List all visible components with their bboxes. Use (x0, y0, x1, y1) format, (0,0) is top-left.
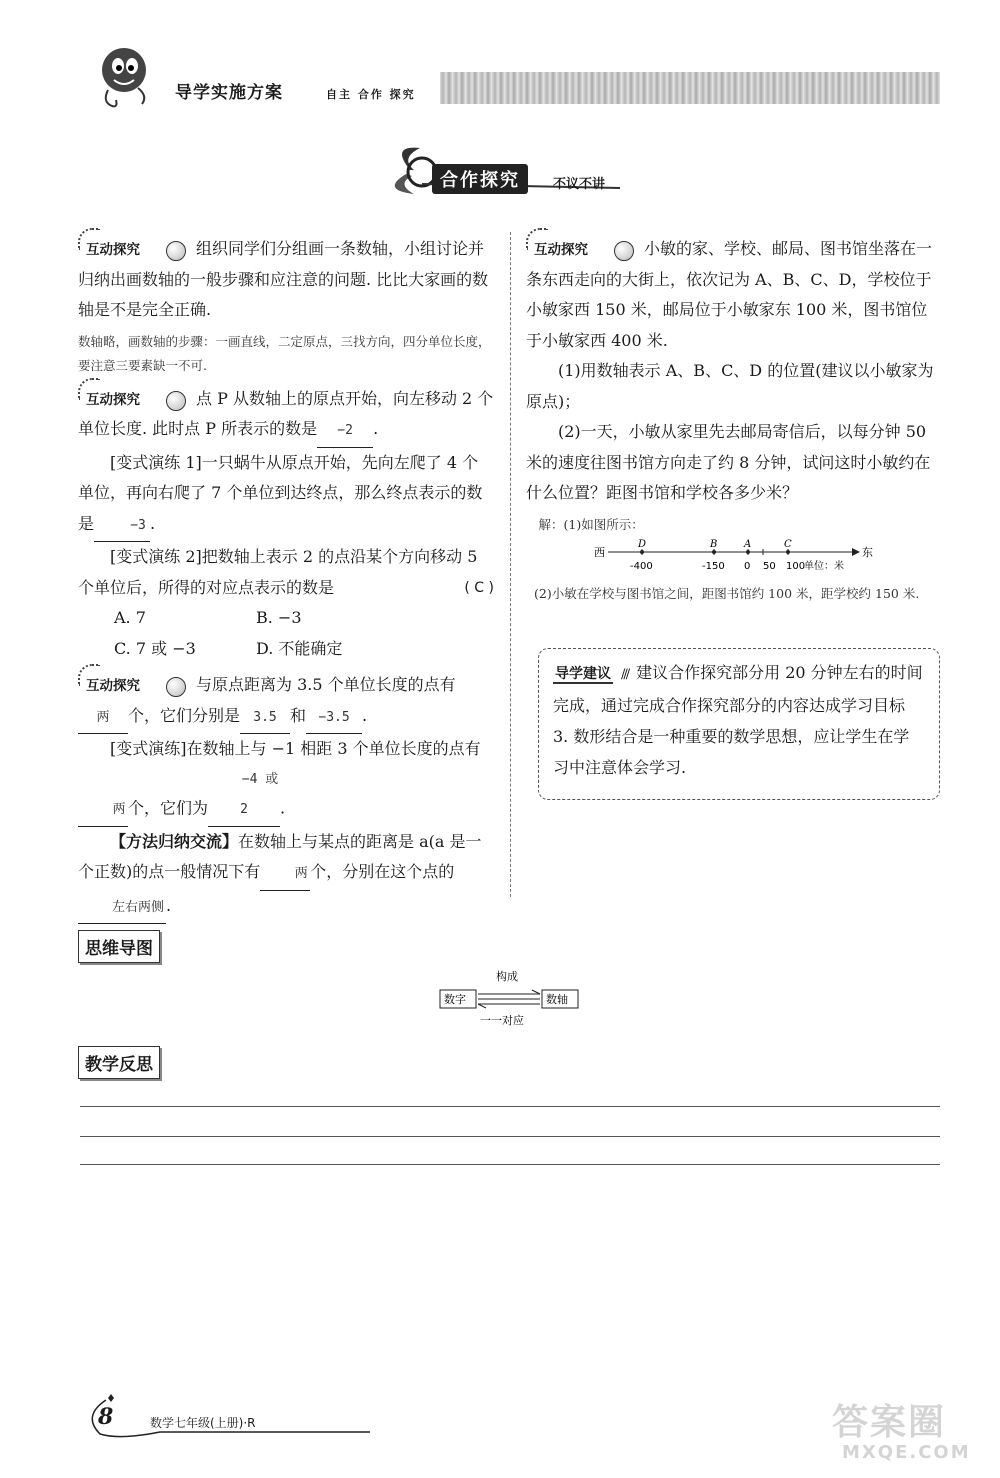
axis-west-label: 西 (594, 546, 605, 559)
mindmap-bottom-label: 一一对应 (480, 1014, 524, 1027)
mascot-logo (88, 40, 158, 112)
reflection-line (80, 1136, 940, 1137)
right-column (526, 234, 940, 537)
reflection-line (80, 1164, 940, 1165)
header-title: 导学实施方案 (175, 83, 283, 103)
mindmap-label: 思维导图 (78, 930, 160, 963)
advice-label: 导学建议 (555, 666, 611, 682)
q4-solution-part2: (2)小敏在学校与图书馆之间，距图书馆约 100 米，距学校约 150 米. (534, 586, 920, 601)
axis-point-label: D (638, 539, 647, 550)
v1-blank: −3 (94, 511, 150, 543)
axis-tick-label: 100 (786, 561, 806, 572)
axis-point-label: B (710, 539, 718, 550)
reflection-line (80, 1106, 940, 1107)
number-line (590, 538, 880, 578)
q1-text-a: 组织同学们分组画一条数轴， (196, 239, 405, 258)
axis-tick-label: -400 (630, 561, 653, 572)
q1-answer: 数轴略，画数轴的步骤：一画直线，二定原点，三找方向，四分单位长度，要注意三要素缺一不可. (78, 333, 491, 373)
method-blank-count: 两 (260, 859, 310, 891)
ball-icon (614, 241, 634, 261)
axis-point-label: A (744, 539, 752, 550)
axis-tick-label: 50 (763, 561, 776, 572)
q2-block: 互动探究 点 P 从数轴上的原点开始，向左移动 2 个单位长度. 此时点 P 所表示的数是 −2 . (78, 384, 494, 448)
mindmap-diagram (436, 968, 586, 1030)
ball-icon (166, 391, 186, 411)
mindmap-top-label: 构成 (496, 970, 518, 983)
q4-block: 互动探究 小敏的家、学校、邮局、图书馆坐落在一条东西走向的大街上，依次记为 A、B、C、D，学校位于小敏家西 150 米，邮局位于小敏家东 100 米，图书馆位于小敏家西 400 米. (526, 234, 940, 356)
axis-tick-label: 0 (744, 561, 751, 572)
q2-blank: −2 (317, 416, 373, 448)
v2-options-ab: A. 7 B. −3 (114, 608, 302, 627)
method-block: 【方法归纳交流】在数轴上与某点的距离是 a(a 是一个正数)的点一般情况下有 两 个，分别在这个点的左右两侧 . (78, 827, 494, 925)
q3-blank-count: 两 (78, 703, 128, 735)
v3-block: [变式演练]在数轴上与 −1 相距 3 个单位长度的点有两 个，它们为−4 或 2 . (78, 734, 494, 827)
reflection-label: 教学反思 (78, 1046, 160, 1079)
q2-tag: 互动探究 (78, 384, 186, 414)
ball-icon (166, 677, 186, 697)
q1-tag: 互动探究 (78, 234, 186, 264)
q4-part2: (2)一天，小敏从家里先去邮局寄信后，以每分钟 50 米的速度往图书馆方向走了约 8 分钟，试问这时小敏约在什么位置？距图书馆和学校各多少米？ (526, 422, 931, 502)
axis-tick-label: -150 (702, 561, 725, 572)
left-column (78, 234, 494, 924)
axis-east-label: 东 (862, 546, 873, 559)
page-number: 8 (98, 1404, 114, 1430)
q4-part1: (1)用数轴表示 A、B、C、D 的位置(建议以小敏家为原点)； (526, 361, 934, 411)
v3-blank-count: 两 (78, 795, 128, 827)
footer-book-title: 数学七年级(上册)·R (150, 1416, 256, 1430)
watermark-logo: 答案圈 (832, 1402, 947, 1443)
q4-solution-label: 解：(1)如图所示： (538, 516, 644, 532)
q3-blank-negative: −3.5 (306, 703, 362, 735)
mindmap-right-node: 数轴 (546, 993, 568, 1006)
watermark-url: MXQE.COM (842, 1442, 971, 1463)
v2-options-cd: C. 7 或 −3 D. 不能确定 (114, 638, 343, 658)
v3-blank-values: −4 或 2 (208, 765, 280, 827)
column-divider (510, 232, 511, 897)
ball-icon (166, 241, 186, 261)
q3-blank-positive: 3.5 (240, 703, 290, 735)
advice-text: 建议合作探究部分用 20 分钟左右的时间完成，通过完成合作探究部分的内容达成学习目标 3. 数形结合是一种重要的数学思想，应让学生在学习中注意体会学习. (553, 663, 923, 777)
axis-point-label: C (784, 539, 792, 550)
header-subtitle: 自主 合作 探究 (326, 88, 416, 101)
q1-text-b: 小组讨论并归纳出画数轴的一般步骤和应注意的问题. 比比大家画的数轴是不是完全正确. (78, 239, 489, 319)
banner-subtitle: 不议不讲 (553, 177, 606, 192)
axis-unit-label: 单位：米 (804, 561, 844, 572)
advice-slashes: /// (621, 667, 629, 682)
q1-block (78, 234, 494, 326)
header-decor-band (440, 72, 940, 104)
q3-tag: 互动探究 (78, 670, 186, 700)
q4-tag: 互动探究 (526, 234, 634, 264)
q3-block: 互动探究 与原点距离为 3.5 个单位长度的点有两 个，它们分别是 3.5 和 −3.5 . (78, 670, 494, 734)
v2-answer: ( C ) (464, 579, 494, 596)
v2-block: [变式演练 2]把数轴上表示 2 的点沿某个方向移动 5 个单位后，所得的对应点表示的数是 ( C ) (78, 542, 494, 603)
v1-block: [变式演练 1]一只蜗牛从原点开始，先向左爬了 4 个单位，再向右爬了 7 个单位到达终点，那么终点表示的数是 −3 . (78, 448, 494, 543)
mindmap-left-node: 数字 (444, 993, 466, 1006)
advice-box (538, 648, 940, 800)
banner-title: 合作探究 (432, 164, 528, 194)
method-blank-sides: 左右两侧 (78, 893, 166, 925)
